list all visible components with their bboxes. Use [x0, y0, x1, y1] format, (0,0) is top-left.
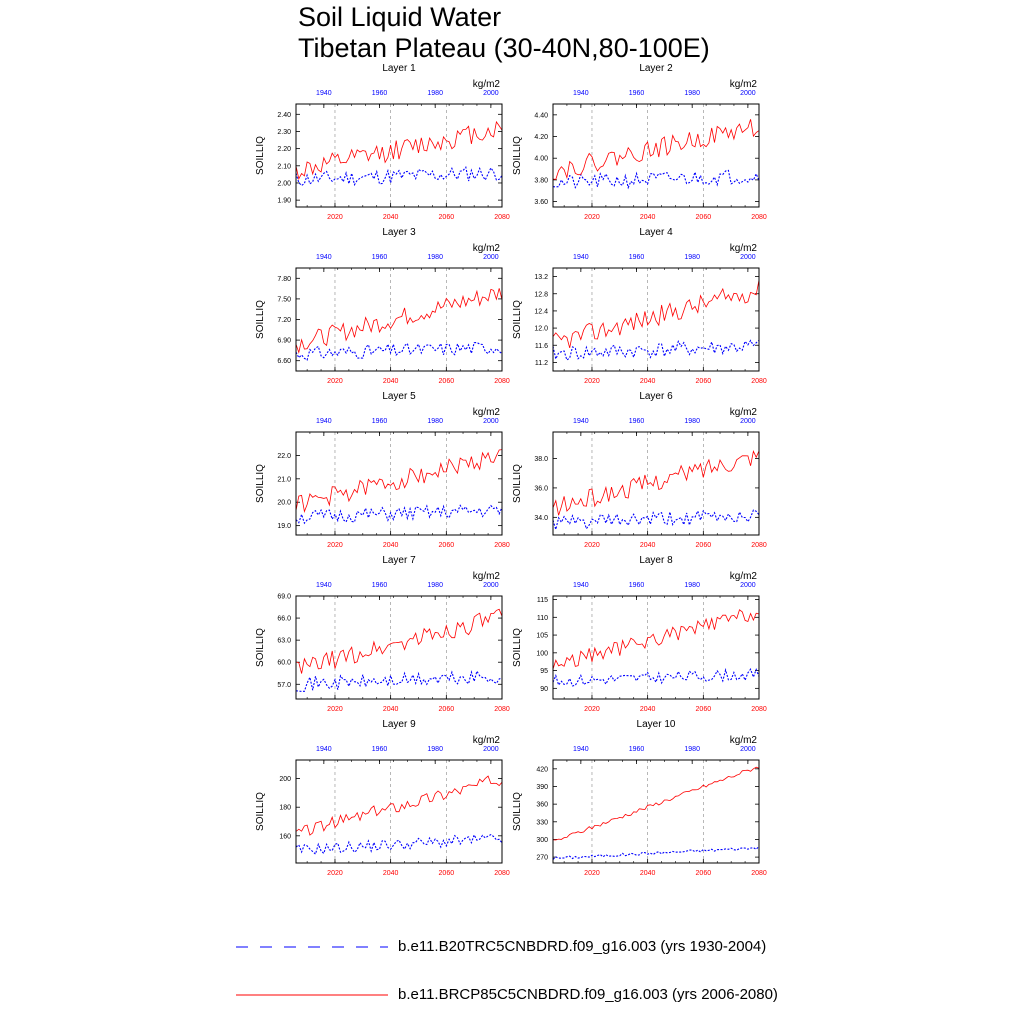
y-tick-label: 69.0	[277, 593, 291, 601]
x-tick-label-top: 1940	[316, 418, 332, 425]
y-tick-label: 66.0	[277, 615, 291, 623]
figure-title: Soil Liquid Water	[298, 2, 502, 32]
x-tick-label-top: 2000	[483, 254, 499, 261]
y-tick-label: 1.90	[277, 197, 291, 205]
y-tick-label: 63.0	[277, 637, 291, 645]
y-tick-label: 270	[536, 854, 548, 862]
y-axis-label: SOILLIQ	[512, 300, 523, 339]
x-tick-label-top: 2000	[483, 418, 499, 425]
y-tick-label: 6.90	[277, 337, 291, 345]
x-tick-label-bottom: 2080	[494, 542, 510, 549]
y-tick-label: 95	[540, 668, 548, 676]
x-tick-label-top: 2000	[740, 418, 756, 425]
series-historical	[553, 669, 759, 686]
series-historical	[553, 510, 759, 529]
x-tick-label-bottom: 2040	[639, 378, 656, 385]
y-axis-label: SOILLIQ	[255, 136, 266, 175]
x-tick-label-top: 1960	[371, 90, 388, 97]
y-tick-label: 330	[536, 819, 548, 827]
x-tick-label-top: 1940	[316, 90, 332, 97]
y-tick-label: 60.0	[277, 659, 291, 667]
series-future	[296, 450, 502, 512]
x-tick-label-top: 1980	[684, 254, 700, 261]
panel-title: Layer 1	[382, 63, 416, 74]
x-tick-label-bottom: 2060	[438, 870, 455, 877]
x-tick-label-bottom: 2060	[695, 378, 712, 385]
x-tick-label-top: 1980	[684, 418, 700, 425]
y-axis-label: SOILLIQ	[512, 464, 523, 503]
x-tick-label-top: 1980	[427, 90, 443, 97]
units-label: kg/m2	[729, 79, 757, 90]
figure-subtitle: Tibetan Plateau (30-40N,80-100E)	[298, 33, 710, 63]
x-tick-label-bottom: 2040	[639, 870, 656, 877]
y-axis-label: SOILLIQ	[255, 464, 266, 503]
y-tick-label: 2.20	[277, 146, 291, 154]
x-tick-label-top: 1980	[427, 254, 443, 261]
panel-layer-9	[255, 719, 510, 877]
x-tick-label-bottom: 2080	[494, 706, 510, 713]
y-axis-label: SOILLIQ	[255, 628, 266, 667]
x-tick-label-bottom: 2040	[382, 706, 399, 713]
units-label: kg/m2	[729, 243, 757, 254]
y-tick-label: 34.0	[534, 514, 548, 522]
y-tick-label: 7.20	[277, 317, 291, 324]
x-tick-label-bottom: 2060	[438, 706, 455, 713]
x-tick-label-top: 1940	[573, 90, 589, 97]
x-tick-label-top: 2000	[483, 90, 499, 97]
x-tick-label-bottom: 2080	[751, 870, 767, 877]
y-tick-label: 115	[536, 597, 548, 605]
x-tick-label-top: 1960	[371, 582, 388, 589]
x-tick-label-bottom: 2060	[438, 542, 455, 549]
panel-layer-8	[512, 555, 767, 713]
x-tick-label-bottom: 2080	[751, 378, 767, 385]
x-tick-label-bottom: 2020	[327, 214, 343, 221]
x-tick-label-top: 1940	[573, 418, 589, 425]
plot-frame	[553, 596, 759, 699]
y-tick-label: 57.0	[277, 681, 291, 689]
y-tick-label: 4.20	[534, 134, 548, 142]
x-tick-label-top: 1940	[573, 254, 589, 261]
y-axis-label: SOILLIQ	[512, 136, 523, 175]
y-tick-label: 19.0	[277, 523, 291, 531]
series-historical	[553, 340, 759, 360]
y-axis-label: SOILLIQ	[512, 628, 523, 667]
x-tick-label-top: 2000	[740, 746, 756, 753]
y-tick-label: 12.8	[534, 291, 548, 299]
y-tick-label: 180	[279, 804, 291, 812]
x-tick-label-bottom: 2060	[695, 870, 712, 877]
y-tick-label: 420	[536, 766, 548, 774]
series-future	[553, 610, 759, 669]
panel-layer-1	[255, 63, 510, 221]
series-historical	[296, 835, 502, 855]
plot-frame	[296, 432, 502, 535]
units-label: kg/m2	[472, 243, 500, 254]
plot-frame	[296, 268, 502, 371]
panel-title: Layer 8	[639, 555, 673, 566]
units-label: kg/m2	[472, 79, 500, 90]
x-tick-label-bottom: 2040	[382, 542, 399, 549]
panel-title: Layer 9	[382, 719, 416, 730]
x-tick-label-top: 1960	[371, 746, 388, 753]
x-tick-label-top: 1960	[628, 418, 645, 425]
x-tick-label-bottom: 2040	[639, 214, 656, 221]
panel-title: Layer 4	[639, 227, 673, 238]
units-label: kg/m2	[472, 571, 500, 582]
units-label: kg/m2	[729, 735, 757, 746]
y-tick-label: 21.0	[277, 476, 291, 484]
series-future	[553, 280, 759, 348]
panel-layer-5	[255, 391, 510, 549]
x-tick-label-bottom: 2040	[382, 214, 399, 221]
x-tick-label-top: 1940	[316, 582, 332, 589]
x-tick-label-bottom: 2060	[438, 214, 455, 221]
x-tick-label-top: 1940	[316, 746, 332, 753]
y-tick-label: 2.00	[277, 180, 291, 188]
y-tick-label: 3.80	[534, 177, 548, 185]
panel-layer-2	[512, 63, 767, 221]
panel-title: Layer 7	[382, 555, 416, 566]
y-axis-label: SOILLIQ	[512, 792, 523, 831]
x-tick-label-bottom: 2020	[327, 378, 343, 385]
x-tick-label-top: 1940	[573, 582, 589, 589]
x-tick-label-top: 1940	[316, 254, 332, 261]
x-tick-label-bottom: 2040	[382, 870, 399, 877]
units-label: kg/m2	[729, 571, 757, 582]
x-tick-label-bottom: 2040	[639, 542, 656, 549]
x-tick-label-bottom: 2040	[382, 378, 399, 385]
series-future	[553, 767, 759, 840]
series-historical	[296, 167, 502, 185]
plot-frame	[296, 104, 502, 207]
y-tick-label: 20.0	[277, 499, 291, 507]
y-tick-label: 160	[279, 833, 291, 841]
x-tick-label-bottom: 2060	[695, 706, 712, 713]
series-future	[296, 609, 502, 673]
x-tick-label-top: 1940	[573, 746, 589, 753]
x-tick-label-top: 2000	[740, 254, 756, 261]
y-tick-label: 11.2	[534, 359, 548, 367]
x-tick-label-top: 2000	[740, 90, 756, 97]
x-tick-label-bottom: 2060	[695, 542, 712, 549]
y-tick-label: 13.2	[534, 274, 548, 282]
x-tick-label-bottom: 2040	[639, 706, 656, 713]
panel-layer-3	[255, 227, 510, 385]
x-tick-label-top: 2000	[483, 746, 499, 753]
series-historical	[296, 505, 502, 523]
x-tick-label-bottom: 2020	[327, 870, 343, 877]
x-tick-label-top: 1980	[427, 746, 443, 753]
y-tick-label: 2.30	[277, 128, 291, 136]
y-tick-label: 36.0	[534, 485, 548, 493]
panel-title: Layer 5	[382, 391, 416, 402]
x-tick-label-top: 1960	[628, 746, 645, 753]
y-tick-label: 22.0	[277, 452, 291, 460]
x-tick-label-bottom: 2020	[327, 542, 343, 549]
legend-item-future	[236, 980, 836, 1010]
x-tick-label-top: 1960	[628, 90, 645, 97]
y-tick-label: 2.40	[277, 111, 291, 119]
panel-layer-6	[512, 391, 767, 549]
y-tick-label: 7.80	[277, 275, 291, 283]
x-tick-label-bottom: 2020	[584, 870, 600, 877]
x-tick-label-top: 2000	[483, 582, 499, 589]
x-tick-label-top: 1980	[684, 90, 700, 97]
y-tick-label: 90	[540, 685, 548, 693]
series-historical	[296, 671, 502, 691]
y-tick-label: 100	[536, 650, 548, 658]
y-tick-label: 7.50	[277, 296, 291, 304]
panel-layer-4	[512, 227, 767, 385]
x-tick-label-top: 1960	[628, 582, 645, 589]
x-tick-label-bottom: 2020	[584, 378, 600, 385]
x-tick-label-bottom: 2080	[751, 706, 767, 713]
x-tick-label-bottom: 2080	[494, 870, 510, 877]
panel-layer-7	[255, 555, 510, 713]
y-tick-label: 200	[279, 776, 291, 784]
y-tick-label: 2.10	[277, 163, 291, 171]
x-tick-label-top: 1980	[684, 746, 700, 753]
units-label: kg/m2	[729, 407, 757, 418]
panel-title: Layer 10	[636, 719, 676, 730]
legend-label-future: b.e11.BRCP85C5CNBDRD.f09_g16.003 (yrs 2006-2080)	[398, 986, 778, 1003]
y-tick-label: 6.60	[277, 358, 291, 366]
x-tick-label-top: 1960	[371, 254, 388, 261]
y-tick-label: 300	[536, 836, 548, 844]
plot-frame	[553, 104, 759, 207]
x-tick-label-bottom: 2060	[438, 378, 455, 385]
y-axis-label: SOILLIQ	[255, 792, 266, 831]
x-tick-label-bottom: 2020	[584, 214, 600, 221]
y-tick-label: 12.0	[534, 325, 548, 333]
x-tick-label-bottom: 2020	[584, 706, 600, 713]
units-label: kg/m2	[472, 407, 500, 418]
x-tick-label-top: 1960	[371, 418, 388, 425]
panel-title: Layer 6	[639, 391, 673, 402]
plot-frame	[296, 596, 502, 699]
legend-label-historical: b.e11.B20TRC5CNBDRD.f09_g16.003 (yrs 1930-2004)	[398, 938, 767, 955]
y-tick-label: 360	[536, 801, 548, 809]
series-future	[553, 451, 759, 515]
legend-item-historical	[236, 932, 836, 962]
y-tick-label: 105	[536, 632, 548, 640]
panel-layer-10	[512, 719, 767, 877]
x-tick-label-bottom: 2080	[751, 214, 767, 221]
panel-title: Layer 3	[382, 227, 416, 238]
x-tick-label-bottom: 2020	[327, 706, 343, 713]
y-tick-label: 12.4	[534, 308, 548, 316]
y-tick-label: 3.60	[534, 199, 548, 207]
y-axis-label: SOILLIQ	[255, 300, 266, 339]
panel-title: Layer 2	[639, 63, 673, 74]
y-tick-label: 38.0	[534, 455, 548, 463]
y-tick-label: 11.6	[534, 342, 548, 350]
y-tick-label: 390	[536, 783, 548, 791]
y-tick-label: 4.40	[534, 112, 548, 120]
plot-frame	[553, 760, 759, 863]
y-tick-label: 4.00	[534, 155, 548, 163]
x-tick-label-top: 1960	[628, 254, 645, 261]
x-tick-label-bottom: 2080	[494, 378, 510, 385]
x-tick-label-bottom: 2020	[584, 542, 600, 549]
series-historical	[553, 170, 759, 187]
series-future	[296, 776, 502, 835]
x-tick-label-bottom: 2060	[695, 214, 712, 221]
x-tick-label-bottom: 2080	[751, 542, 767, 549]
x-tick-label-top: 2000	[740, 582, 756, 589]
x-tick-label-top: 1980	[684, 582, 700, 589]
x-tick-label-top: 1980	[427, 582, 443, 589]
x-tick-label-bottom: 2080	[494, 214, 510, 221]
x-tick-label-top: 1980	[427, 418, 443, 425]
series-future	[296, 288, 502, 352]
units-label: kg/m2	[472, 735, 500, 746]
series-historical	[553, 846, 759, 859]
y-tick-label: 110	[536, 614, 548, 622]
